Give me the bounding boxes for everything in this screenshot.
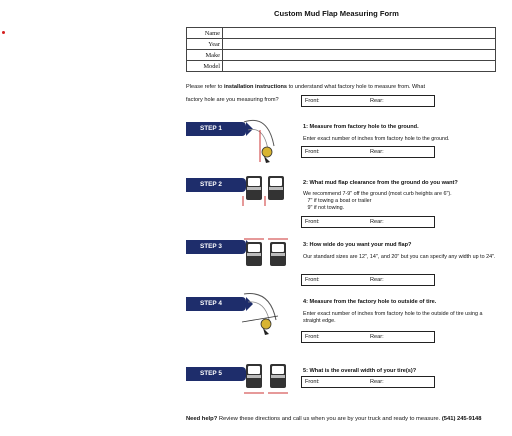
step-5-answer-box[interactable]: Front: Rear: (301, 376, 435, 388)
help-footer: Need help? Review these directions and call us when you are by your truck and ready to measure. (541) 245-9148 (186, 416, 482, 422)
instructions-link[interactable]: installation instructions (223, 84, 288, 90)
table-row (187, 50, 496, 61)
name-label: Name (187, 28, 223, 39)
model-label: Model (187, 61, 223, 72)
customer-info-table (186, 27, 496, 72)
form-title: Custom Mud Flap Measuring Form (274, 9, 399, 18)
year-field[interactable] (223, 39, 496, 50)
step-2-answer-box[interactable]: Front: Rear: (301, 216, 435, 228)
step-3-body: Our standard sizes are 12", 14", and 20" but you can specify any width up to 24". (303, 254, 496, 260)
red-dot-mark (2, 31, 5, 34)
step-4-badge: STEP 4 (186, 297, 246, 311)
year-label: Year (187, 39, 223, 50)
step-2-body-1: We recommend 7-9" off the ground (most curb heights are 6"). (303, 191, 452, 197)
model-field[interactable] (223, 61, 496, 72)
intro-question: factory hole are you measuring from? (186, 97, 279, 103)
step-3-answer-box[interactable]: Front: Rear: (301, 274, 435, 286)
step-4-heading: 4: Measure from the factory hole to outside of tire. (303, 299, 437, 305)
table-row (187, 61, 496, 72)
step-1-heading: 1: Measure from factory hole to the ground. (303, 124, 419, 130)
step-2-badge: STEP 2 (186, 178, 246, 192)
step-5-badge: STEP 5 (186, 367, 246, 381)
step-4-body: Enter exact number of inches from factory hole to the outside of tire using a straight edge. (303, 311, 483, 324)
phone-number[interactable]: (541) 245-9148 (441, 416, 482, 422)
step-2-heading: 2: What mud flap clearance from the ground do you want? (303, 180, 458, 186)
make-field[interactable] (223, 50, 496, 61)
wheel-well-measure-illustration (238, 116, 280, 164)
step-5-heading: 5: What is the overall width of your tire(s)? (303, 368, 417, 374)
tire-outside-measure-illustration (238, 290, 282, 336)
factory-hole-answer-box[interactable]: Front: Rear: (301, 95, 435, 107)
step-3-heading: 3: How wide do you want your mud flap? (303, 242, 412, 248)
step-1-answer-box[interactable]: Front: Rear: (301, 146, 435, 158)
tire-width-illustration (240, 364, 290, 398)
mud-flap-clearance-illustration (240, 176, 286, 208)
name-field[interactable] (223, 28, 496, 39)
help-label: Need help? (186, 416, 218, 422)
step-3-badge: STEP 3 (186, 240, 246, 254)
mud-flap-width-illustration (240, 236, 290, 270)
step-2-body-3: 9" if not towing. (303, 205, 345, 211)
step-2-body-2: 7" if towing a boat or trailer (303, 198, 372, 204)
step-4-answer-box[interactable]: Front: Rear: (301, 331, 435, 343)
step-1-badge: STEP 1 (186, 122, 246, 136)
table-row (187, 39, 496, 50)
make-label: Make (187, 50, 223, 61)
table-row (187, 28, 496, 39)
step-1-body: Enter exact number of inches from factory hole to the ground. (303, 136, 450, 142)
intro-text: Please refer to installation instructions to understand what factory hole to measure from. What (186, 84, 426, 90)
